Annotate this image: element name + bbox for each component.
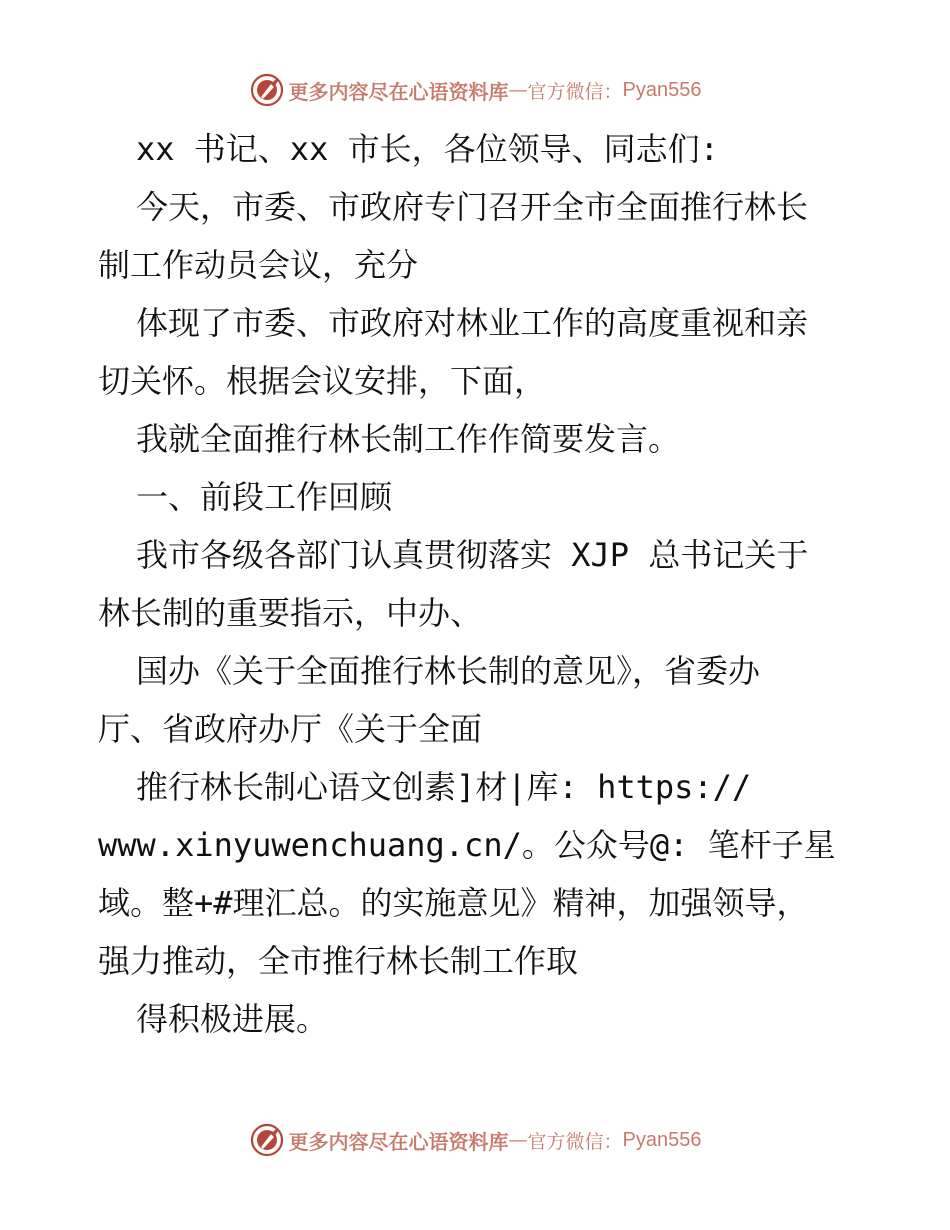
banner-dash: —	[508, 79, 528, 101]
banner-dash: —	[508, 1129, 528, 1151]
doc-line: 体现了市委、市政府对林业工作的高度重视和亲	[136, 304, 809, 342]
banner-wechat-id: Pyan556	[622, 1128, 702, 1151]
doc-line: www.xinyuwenchuang.cn/。公众号@: 笔杆子星	[98, 826, 836, 864]
footer-banner	[0, 1120, 950, 1160]
doc-line: 制工作动员会议，充分	[98, 246, 419, 284]
doc-line: 林长制的重要指示，中办、	[98, 594, 483, 632]
doc-line: xx 书记、xx 市长，各位领导、同志们:	[136, 130, 719, 168]
header-banner	[0, 70, 950, 110]
pen-nib-logo-icon	[249, 72, 285, 108]
banner-main-text: 更多内容尽在心语资料库	[288, 79, 509, 104]
doc-line: 我就全面推行林长制工作作简要发言。	[136, 420, 681, 458]
doc-line: 得积极进展。	[136, 1000, 329, 1038]
document-body	[98, 120, 858, 1048]
pen-nib-logo-icon	[249, 1122, 285, 1158]
doc-line: 今天，市委、市政府专门召开全市全面推行林长	[136, 188, 809, 226]
banner-wechat-id: Pyan556	[622, 78, 702, 101]
doc-line: 域。整+#理汇总。的实施意见》精神，加强领导，	[98, 884, 809, 922]
doc-line: 国办《关于全面推行林长制的意见》，省委办	[136, 652, 761, 690]
banner-wechat-label: 官方微信：	[527, 80, 623, 103]
section-heading: 一、前段工作回顾	[136, 478, 393, 516]
doc-line: 厅、省政府办厅《关于全面	[98, 710, 483, 748]
doc-line: 切关怀。根据会议安排，下面，	[98, 362, 547, 400]
banner-wechat-label: 官方微信：	[527, 1130, 623, 1153]
doc-line: 我市各级各部门认真贯彻落实 XJP 总书记关于	[136, 536, 809, 574]
doc-line: 推行林长制心语文创素]材|库: https://	[136, 768, 752, 806]
banner-main-text: 更多内容尽在心语资料库	[288, 1129, 509, 1154]
doc-line: 强力推动，全市推行林长制工作取	[98, 942, 579, 980]
